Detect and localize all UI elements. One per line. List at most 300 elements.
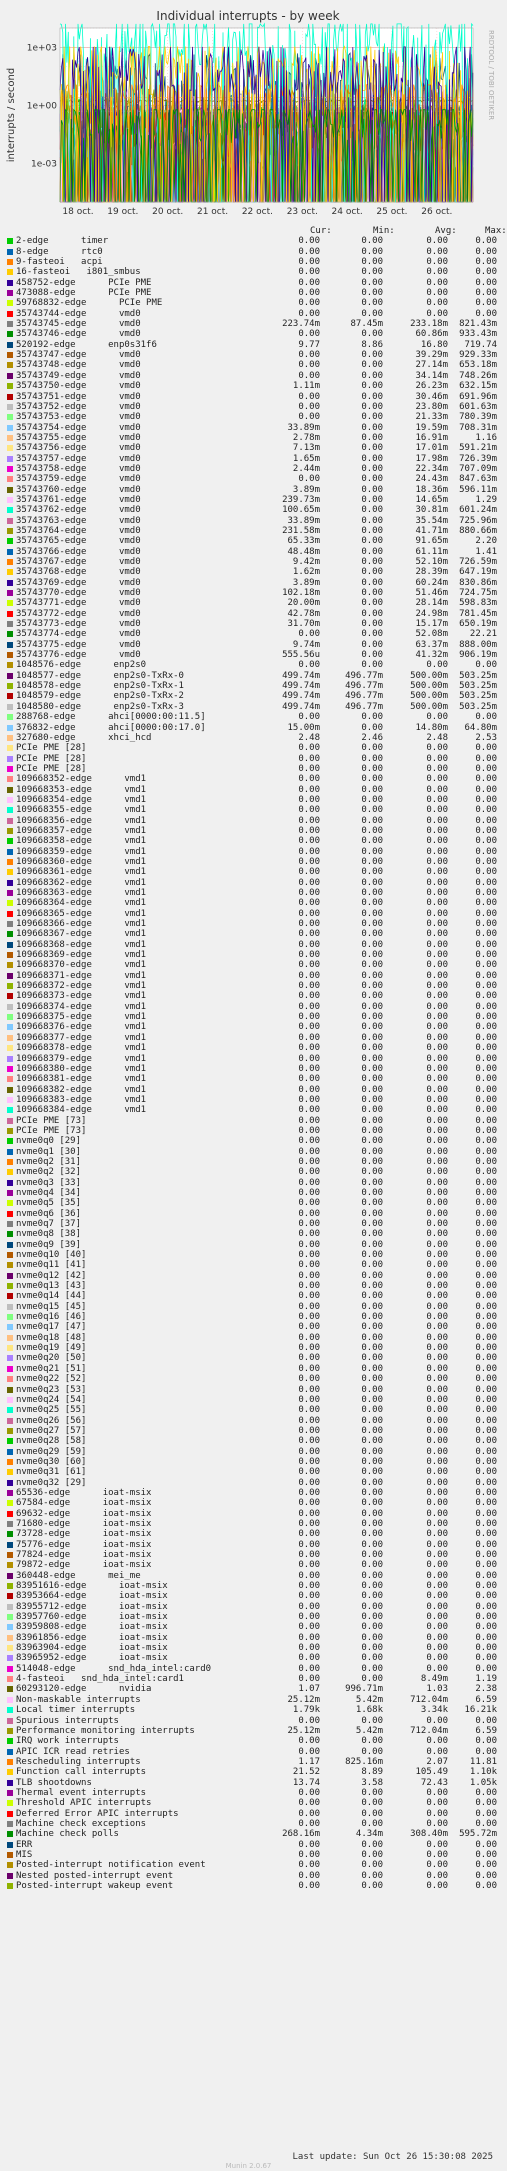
legend-value: 0.00 xyxy=(298,1053,320,1064)
legend-row xyxy=(5,619,497,630)
legend-value: 105.49 xyxy=(415,1767,448,1778)
legend-value: 0.00 xyxy=(426,1301,448,1312)
legend-swatch xyxy=(7,1190,13,1196)
legend-swatch xyxy=(7,569,13,575)
legend-swatch xyxy=(7,1324,13,1330)
legend-value: 0.00 xyxy=(426,867,448,878)
legend-value: 591.21m xyxy=(459,443,497,454)
legend-value: 0.00 xyxy=(475,763,497,774)
legend-row xyxy=(5,484,497,495)
legend-row xyxy=(5,1550,497,1560)
legend-value: 0.00 xyxy=(361,784,383,795)
legend-row xyxy=(5,1260,497,1271)
legend-value: 0.00 xyxy=(426,1539,448,1550)
legend-row xyxy=(5,557,497,567)
legend-label: 109668370-edge vmd1 xyxy=(16,960,147,971)
legend-label: 4-fasteoi snd_hda_intel:card1 xyxy=(16,1674,184,1685)
legend-swatch xyxy=(7,683,13,689)
legend-value: 0.00 xyxy=(426,1570,448,1581)
legend-label: nvme0q7 [37] xyxy=(16,1219,82,1229)
legend-value: 0.00 xyxy=(361,1415,383,1426)
legend-swatch xyxy=(7,1335,13,1341)
legend-row xyxy=(5,1384,497,1395)
legend-value: 3.34k xyxy=(420,1705,448,1716)
legend-value: 0.00 xyxy=(361,401,383,412)
legend-label: 109668372-edge vmd1 xyxy=(16,981,147,992)
legend-swatch xyxy=(7,280,13,286)
legend-row xyxy=(5,1684,497,1695)
legend-value: 2.53 xyxy=(475,732,497,743)
legend-label: 83961856-edge ioat-msix xyxy=(16,1632,168,1643)
legend-value: 87.45m xyxy=(350,319,383,330)
legend-swatch xyxy=(7,1407,13,1413)
legend-value: 0.00 xyxy=(426,1787,448,1798)
legend-swatch xyxy=(7,1862,13,1868)
legend-label: 35743745-edge vmd0 xyxy=(16,319,141,330)
legend-value: 0.00 xyxy=(475,794,497,805)
legend-value: 0.00 xyxy=(475,856,497,867)
legend-value: 0.00 xyxy=(298,1736,320,1747)
legend-value: 0.00 xyxy=(475,1167,497,1178)
legend-value: 0.00 xyxy=(361,329,383,340)
legend-row xyxy=(5,1301,497,1312)
legend-value: 52.10m xyxy=(415,557,448,567)
legend-label: nvme0q32 [29] xyxy=(16,1477,87,1488)
legend-swatch xyxy=(7,1004,13,1010)
legend-value: 0.00 xyxy=(475,1839,497,1850)
legend-value: 0.00 xyxy=(475,1456,497,1467)
legend-row xyxy=(5,453,497,464)
legend-value: 0.00 xyxy=(361,288,383,299)
legend-label: 109668352-edge vmd1 xyxy=(16,774,147,785)
legend-value: 0.00 xyxy=(298,877,320,888)
legend-value: 0.00 xyxy=(426,1198,448,1209)
legend-value: 0.00 xyxy=(426,1001,448,1012)
legend-value: 0.00 xyxy=(361,1353,383,1364)
legend-value: 0.00 xyxy=(361,919,383,930)
legend-label: 69632-edge ioat-msix xyxy=(16,1508,152,1519)
legend-value: 601.24m xyxy=(459,505,497,516)
legend-row xyxy=(5,1156,497,1167)
legend-swatch xyxy=(7,497,13,503)
legend-value: 3.89m xyxy=(292,577,320,588)
legend-label: 514048-edge snd_hda_intel:card0 xyxy=(16,1663,212,1674)
legend-value: 0.00 xyxy=(475,1870,497,1881)
legend-value: 0.00 xyxy=(361,825,383,836)
legend-label: 79872-edge ioat-msix xyxy=(16,1560,152,1571)
legend-value: 2.20 xyxy=(475,536,497,547)
legend-value: 0.00 xyxy=(298,1539,320,1550)
legend-label: 109668353-edge vmd1 xyxy=(16,784,147,795)
legend-value: 0.00 xyxy=(361,1436,383,1447)
legend-row xyxy=(5,298,497,309)
legend-row xyxy=(5,1074,497,1085)
legend-swatch xyxy=(7,1759,13,1765)
legend-value: 0.00 xyxy=(361,639,383,650)
legend-value: 0.00 xyxy=(361,608,383,619)
legend-value: 0.00 xyxy=(426,1187,448,1198)
legend-row xyxy=(5,1208,497,1219)
legend-label: 109668368-edge vmd1 xyxy=(16,939,147,950)
legend-swatch xyxy=(7,1459,13,1465)
legend-value: 0.00 xyxy=(475,960,497,971)
legend-label: PCIe PME [28] xyxy=(16,763,87,774)
legend-label: 1048578-edge enp2s0-TxRx-1 xyxy=(16,681,184,692)
legend-row xyxy=(5,970,497,981)
legend-row xyxy=(5,360,497,371)
legend-value: 0.00 xyxy=(361,432,383,443)
legend-label: 83953664-edge ioat-msix xyxy=(16,1591,168,1602)
legend-value: 0.00 xyxy=(298,784,320,795)
legend-value: 0.00 xyxy=(361,474,383,485)
legend-value: 0.00 xyxy=(475,877,497,888)
legend-value: 0.00 xyxy=(426,1022,448,1033)
legend-row xyxy=(5,350,497,361)
legend-value: 0.00 xyxy=(298,1405,320,1416)
legend-value: 17.98m xyxy=(415,453,448,464)
legend-value: 22.21 xyxy=(469,629,497,640)
legend-value: 0.00 xyxy=(361,1643,383,1654)
legend-swatch xyxy=(7,1283,13,1289)
legend-row xyxy=(5,950,497,961)
legend-value: 0.00 xyxy=(361,308,383,319)
legend-row xyxy=(5,1322,497,1333)
legend-value: 0.00 xyxy=(426,1508,448,1519)
legend-swatch xyxy=(7,962,13,968)
legend-value: 0.00 xyxy=(298,888,320,898)
legend-value: 0.00 xyxy=(475,1746,497,1757)
legend-value: 0.00 xyxy=(475,1353,497,1364)
legend-value: 0.00 xyxy=(426,774,448,785)
legend-label: 109668371-edge vmd1 xyxy=(16,970,147,981)
legend-value: 48.48m xyxy=(287,546,320,557)
legend-value: 0.00 xyxy=(298,981,320,992)
legend-value: 0.00 xyxy=(361,277,383,288)
legend-value: 0.00 xyxy=(298,1094,320,1105)
legend-value: 0.00 xyxy=(361,1808,383,1819)
legend-value: 52.08m xyxy=(415,629,448,640)
legend-label: Thermal event interrupts xyxy=(16,1787,147,1798)
legend-swatch xyxy=(7,1624,13,1630)
legend-label: 458752-edge PCIe PME xyxy=(16,277,152,288)
legend-value: 0.00 xyxy=(475,1043,497,1054)
legend-value: 0.00 xyxy=(475,660,497,671)
legend-value: 0.00 xyxy=(298,370,320,381)
legend-row xyxy=(5,1177,497,1188)
legend-row xyxy=(5,1405,497,1416)
legend-swatch xyxy=(7,931,13,937)
legend-value: 0.00 xyxy=(361,1798,383,1809)
legend-label: 73728-edge ioat-msix xyxy=(16,1529,152,1540)
legend-value: 0.00 xyxy=(361,381,383,392)
legend-value: 0.00 xyxy=(426,991,448,1002)
legend-value: 499.74m xyxy=(282,670,320,681)
legend-value: 0.00 xyxy=(426,815,448,826)
legend-value: 0.00 xyxy=(475,308,497,319)
legend-label: Local timer interrupts xyxy=(16,1705,136,1716)
legend-value: 0.00 xyxy=(298,1032,320,1043)
legend-value: 0.00 xyxy=(475,1208,497,1219)
legend-swatch xyxy=(7,456,13,462)
legend-value: 8.86 xyxy=(361,339,383,350)
legend-value: 0.00 xyxy=(361,505,383,516)
legend-value: 0.00 xyxy=(361,1663,383,1674)
legend-row xyxy=(5,1022,497,1033)
legend-value: 0.00 xyxy=(361,1219,383,1229)
legend-label: nvme0q15 [45] xyxy=(16,1301,87,1312)
legend-value: 0.00 xyxy=(298,1187,320,1198)
legend-value: 0.00 xyxy=(298,1281,320,1292)
legend-label: Machine check polls xyxy=(16,1829,119,1840)
legend-value: 0.00 xyxy=(361,1508,383,1519)
legend-value: 28.14m xyxy=(415,598,448,609)
legend-label: 109668362-edge vmd1 xyxy=(16,877,147,888)
legend-value: 601.63m xyxy=(459,401,497,412)
legend-value: 0.00 xyxy=(426,1084,448,1095)
legend-value: 0.00 xyxy=(361,815,383,826)
legend-value: 0.00 xyxy=(298,753,320,764)
legend-row xyxy=(5,1808,497,1819)
legend-label: 35743773-edge vmd0 xyxy=(16,619,141,630)
legend-value: 0.00 xyxy=(298,288,320,299)
legend-value: 0.00 xyxy=(361,1084,383,1095)
legend-value: 0.00 xyxy=(361,898,383,909)
legend-value: 0.00 xyxy=(298,1601,320,1612)
legend-value: 91.65m xyxy=(415,536,448,547)
legend-row xyxy=(5,1725,497,1736)
legend-value: 0.00 xyxy=(298,763,320,774)
legend-row xyxy=(5,432,497,443)
x-ticks xyxy=(62,207,452,217)
legend-value: 0.00 xyxy=(475,1436,497,1447)
legend-value: 0.00 xyxy=(426,1229,448,1240)
legend-swatch xyxy=(7,1738,13,1744)
legend-value: 0.00 xyxy=(361,774,383,785)
legend-value: 0.00 xyxy=(361,960,383,971)
legend-row xyxy=(5,1229,497,1240)
legend-value: 24.43m xyxy=(415,474,448,485)
legend-label: 35743760-edge vmd0 xyxy=(16,484,141,495)
legend-label: 2-edge timer xyxy=(16,236,109,247)
legend-label: nvme0q6 [36] xyxy=(16,1208,82,1219)
legend-row xyxy=(5,546,497,557)
legend-value: 0.00 xyxy=(426,1560,448,1571)
legend-value: 726.59m xyxy=(459,557,497,567)
legend-swatch xyxy=(7,342,13,348)
legend-row xyxy=(5,825,497,836)
legend-value: 0.00 xyxy=(361,1715,383,1726)
legend-swatch xyxy=(7,487,13,493)
legend-value: 0.00 xyxy=(361,494,383,505)
legend-value: 0.00 xyxy=(298,939,320,950)
legend-value: 0.00 xyxy=(298,1363,320,1374)
legend-value: 0.00 xyxy=(361,805,383,816)
legend-value: 0.00 xyxy=(361,1560,383,1571)
legend-value: 0.00 xyxy=(426,1601,448,1612)
legend-swatch xyxy=(7,1562,13,1568)
legend-value: 0.00 xyxy=(426,267,448,278)
legend-row xyxy=(5,1529,497,1540)
legend-swatch xyxy=(7,1097,13,1103)
legend-row xyxy=(5,1829,497,1840)
legend-value: 0.00 xyxy=(475,981,497,992)
legend-row xyxy=(5,319,497,330)
legend-row xyxy=(5,577,497,588)
legend-value: 0.00 xyxy=(426,1808,448,1819)
legend-value: 0.00 xyxy=(298,1374,320,1385)
legend-swatch xyxy=(7,1231,13,1237)
legend-value: 0.00 xyxy=(426,1518,448,1529)
legend-head-avg: Avg: xyxy=(435,226,457,236)
legend-value: 830.86m xyxy=(459,577,497,588)
legend-swatch xyxy=(7,1418,13,1424)
legend-value: 0.00 xyxy=(426,1446,448,1457)
legend-row xyxy=(5,1487,497,1498)
legend-label: nvme0q19 [49] xyxy=(16,1343,87,1354)
legend-value: 0.00 xyxy=(426,1260,448,1271)
legend-swatch xyxy=(7,704,13,710)
legend-value: 0.00 xyxy=(298,360,320,371)
legend-swatch xyxy=(7,1635,13,1641)
legend-value: 0.00 xyxy=(361,1870,383,1881)
legend-label: 109668369-edge vmd1 xyxy=(16,950,147,961)
legend-value: 0.00 xyxy=(298,1870,320,1881)
legend-value: 0.00 xyxy=(361,722,383,733)
legend-label: nvme0q27 [57] xyxy=(16,1425,87,1436)
legend-value: 0.00 xyxy=(426,1063,448,1074)
legend-value: 0.00 xyxy=(475,1860,497,1871)
legend-value: 0.00 xyxy=(475,1881,497,1891)
legend-row xyxy=(5,763,497,774)
legend-value: 0.00 xyxy=(475,236,497,247)
legend-value: 0.00 xyxy=(475,1312,497,1323)
legend-label: 109668373-edge vmd1 xyxy=(16,991,147,1002)
legend-value: 0.00 xyxy=(361,1301,383,1312)
legend-row xyxy=(5,1394,497,1405)
legend-value: 0.00 xyxy=(361,1601,383,1612)
legend-value: 0.00 xyxy=(298,1529,320,1540)
legend-row xyxy=(5,370,497,381)
legend-value: 0.00 xyxy=(426,960,448,971)
legend-value: 5.42m xyxy=(355,1725,383,1736)
legend-value: 0.00 xyxy=(298,236,320,247)
legend-value: 0.00 xyxy=(298,1270,320,1281)
legend-value: 0.00 xyxy=(475,888,497,898)
legend-value: 0.00 xyxy=(475,1322,497,1333)
legend-value: 0.00 xyxy=(298,1818,320,1829)
legend-value: 0.00 xyxy=(475,1125,497,1136)
x-tick-label: 18 oct. xyxy=(62,207,94,217)
legend-value: 31.70m xyxy=(287,619,320,630)
legend-value: 0.00 xyxy=(298,991,320,1002)
legend-value: 9.77 xyxy=(298,339,320,350)
legend-value: 0.00 xyxy=(426,1136,448,1147)
legend-value: 0.00 xyxy=(298,267,320,278)
legend-value: 0.00 xyxy=(475,1094,497,1105)
legend-value: 27.14m xyxy=(415,360,448,371)
legend-label: nvme0q18 [48] xyxy=(16,1332,87,1343)
legend-row xyxy=(5,908,497,919)
legend-label: 109668355-edge vmd1 xyxy=(16,805,147,816)
legend-row xyxy=(5,856,497,867)
legend-value: 0.00 xyxy=(361,236,383,247)
legend-value: 2.48 xyxy=(298,732,320,743)
legend-swatch xyxy=(7,1449,13,1455)
legend-swatch xyxy=(7,1128,13,1134)
legend-value: 880.66m xyxy=(459,525,497,536)
legend-swatch xyxy=(7,1428,13,1434)
legend-value: 0.00 xyxy=(298,1622,320,1633)
legend-value: 0.00 xyxy=(298,929,320,940)
legend-swatch xyxy=(7,1076,13,1082)
legend-value: 0.00 xyxy=(475,784,497,795)
legend-value: 0.00 xyxy=(298,1808,320,1819)
legend-value: 0.00 xyxy=(426,1405,448,1416)
legend-value: 0.00 xyxy=(475,1136,497,1147)
legend-label: nvme0q8 [38] xyxy=(16,1229,82,1240)
legend-row xyxy=(5,1467,497,1478)
legend-swatch xyxy=(7,869,13,875)
legend-value: 0.00 xyxy=(426,1115,448,1126)
legend-swatch xyxy=(7,983,13,989)
legend-value: 0.00 xyxy=(475,1074,497,1085)
legend-label: 35743766-edge vmd0 xyxy=(16,546,141,557)
legend-value: 0.00 xyxy=(298,1839,320,1850)
legend-value: 0.00 xyxy=(475,1198,497,1209)
legend-value: 0.00 xyxy=(426,1105,448,1116)
legend-label: Threshold APIC interrupts xyxy=(16,1798,152,1809)
legend-value: 719.74 xyxy=(464,339,497,350)
legend-value: 0.00 xyxy=(475,246,497,257)
legend-value: 0.00 xyxy=(426,1818,448,1829)
legend-value: 0.00 xyxy=(361,888,383,898)
legend-value: 64.80m xyxy=(464,722,497,733)
chart-title: Individual interrupts - by week xyxy=(156,9,340,23)
legend-value: 0.00 xyxy=(475,1560,497,1571)
legend-value: 0.00 xyxy=(361,350,383,361)
legend-value: 0.00 xyxy=(426,1870,448,1881)
legend-label: 75776-edge ioat-msix xyxy=(16,1539,152,1550)
legend-swatch xyxy=(7,725,13,731)
legend-label: Posted-interrupt wakeup event xyxy=(16,1881,174,1891)
legend-label: 109668378-edge vmd1 xyxy=(16,1043,147,1054)
legend-label: 35743751-edge vmd0 xyxy=(16,391,141,402)
legend-swatch xyxy=(7,1697,13,1703)
legend-row xyxy=(5,939,497,950)
legend-value: 0.00 xyxy=(361,1074,383,1085)
legend-value: 0.00 xyxy=(298,308,320,319)
legend-row xyxy=(5,1705,497,1716)
legend-label: Rescheduling interrupts xyxy=(16,1756,141,1767)
legend-value: 0.00 xyxy=(426,236,448,247)
legend-value: 0.00 xyxy=(426,1250,448,1261)
legend-value: 0.00 xyxy=(426,846,448,857)
legend-value: 0.00 xyxy=(361,298,383,309)
legend-row xyxy=(5,1105,497,1116)
legend-value: 0.00 xyxy=(475,1343,497,1354)
legend-value: 0.00 xyxy=(298,1508,320,1519)
legend-value: 0.00 xyxy=(426,1529,448,1540)
legend-value: 0.00 xyxy=(361,267,383,278)
legend-swatch xyxy=(7,321,13,327)
legend-value: 0.00 xyxy=(361,1208,383,1219)
legend-value: 7.13m xyxy=(292,443,320,454)
legend-label: 35743757-edge vmd0 xyxy=(16,453,141,464)
legend-row xyxy=(5,267,497,278)
legend-label: 35743762-edge vmd0 xyxy=(16,505,141,516)
legend-value: 1.41 xyxy=(475,546,497,557)
legend-value: 0.00 xyxy=(298,1581,320,1592)
